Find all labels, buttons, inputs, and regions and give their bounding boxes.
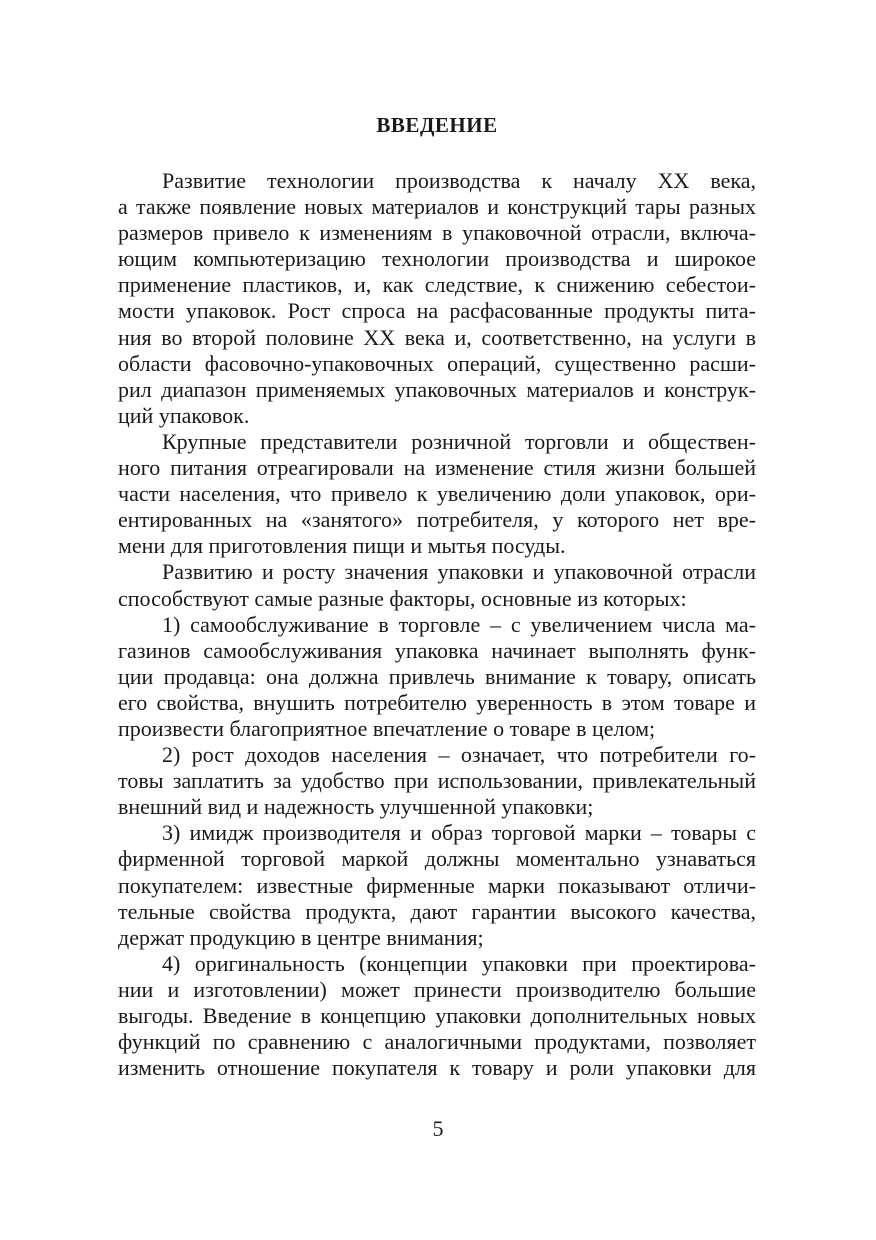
page-title: ВВЕДЕНИЕ (376, 113, 498, 137)
text-line: 1) самообслуживание в торговле – с увеличением числа ма- (162, 611, 756, 637)
text-line: изменить отношение покупателя к товару и роли упаковки для (118, 1055, 756, 1081)
text-line: газинов самообслуживания упаковка начинает выполнять функ- (118, 637, 756, 663)
text-line: области фасовочно-упаковочных операций, существенно расши- (118, 350, 756, 376)
page-body (118, 112, 756, 1081)
text-line: его свойства, внушить потребителю уверенность в этом товаре и (118, 689, 756, 715)
text-line: фирменной торговой маркой должны моментально узнаваться (118, 846, 756, 872)
text-line: применение пластиков, и, как следствие, к снижению себестои- (118, 272, 756, 298)
body-text (118, 168, 756, 1081)
text-line: товы заплатить за удобство при использовании, привлекательный (118, 768, 756, 794)
text-line: Крупные представители розничной торговли и обществен- (162, 428, 756, 454)
text-line: покупателем: известные фирменные марки показывают отличи- (118, 872, 756, 898)
text-line: произвести благоприятное впечатление о товаре в целом; (118, 715, 656, 741)
text-line: функций по сравнению с аналогичными продуктами, позволяет (118, 1029, 756, 1055)
text-line: а также появление новых материалов и конструкций тары разных (118, 194, 756, 220)
text-line: ного питания отреагировали на изменение стиля жизни большей (118, 455, 756, 481)
text-line: ентированных на «занятого» потребителя, у которого нет вре- (118, 507, 756, 533)
text-line: размеров привело к изменениям в упаковочной отрасли, включа- (118, 220, 756, 246)
text-line: Развитие технологии производства к началу XX века, (162, 168, 756, 193)
text-line: внешний вид и надежность улучшенной упаковки; (118, 794, 594, 820)
text-line: 4) оригинальность (концепции упаковки при проектирова- (162, 950, 756, 976)
text-line: выгоды. Введение в концепцию упаковки дополнительных новых (118, 1003, 756, 1028)
text-line: ющим компьютеризацию технологии производства и широкое (118, 246, 756, 272)
text-line: тельные свойства продукта, дают гарантии высокого качества, (118, 898, 756, 924)
text-line: 2) рост доходов населения – означает, что потребители го- (162, 742, 756, 768)
text-line: ния во второй половине XX века и, соответственно, на услуги в (118, 324, 756, 350)
text-line: 3) имидж производителя и образ торговой марки – товары с (162, 820, 756, 846)
text-line: ции продавца: она должна привлечь внимание к товару, описать (118, 663, 756, 689)
text-line: части населения, что привело к увеличению доли упаковок, ори- (118, 481, 756, 507)
text-line: Развитию и росту значения упаковки и упаковочной отрасли (162, 559, 756, 585)
text-line: ций упаковок. (118, 402, 250, 428)
text-line: способствуют самые разные факторы, основные из которых: (118, 585, 687, 611)
text-line: нии и изготовлении) может принести производителю большие (118, 976, 756, 1002)
text-line: мени для приготовления пищи и мытья посуды. (118, 533, 566, 559)
page-number: 5 (432, 1116, 444, 1141)
text-line: рил диапазон применяемых упаковочных материалов и конструк- (118, 376, 756, 402)
text-line: держат продукцию в центре внимания; (118, 924, 484, 950)
text-line: мости упаковок. Рост спроса на расфасованные продукты пита- (118, 298, 756, 324)
